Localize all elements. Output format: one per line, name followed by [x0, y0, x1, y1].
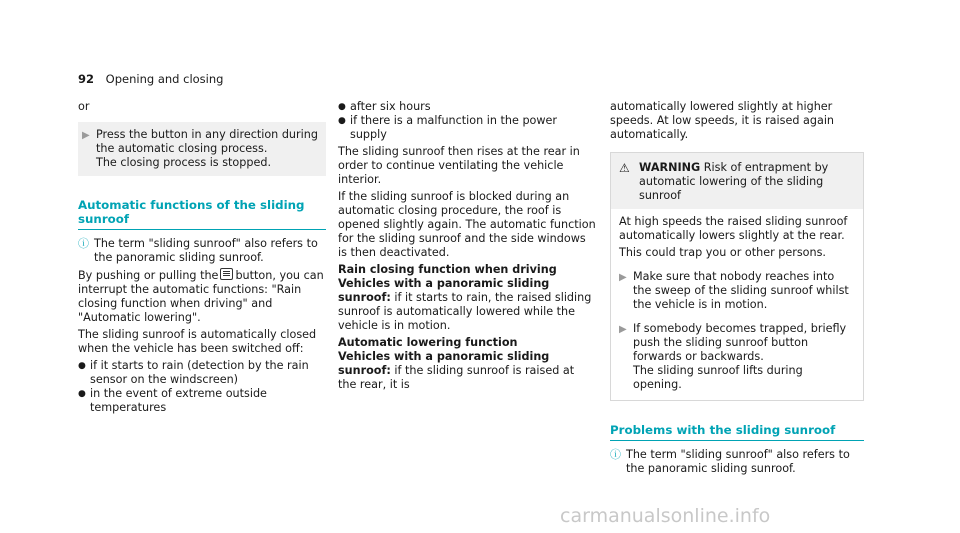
paragraph: Vehicles with a panoramic sliding sunroof: if the sliding sunroof is raised at the rear, it is: [338, 350, 575, 391]
paragraph: automatically lowered slightly at higher speeds. At low speeds, it is raised again automatically.: [610, 100, 835, 141]
list-item: ● if there is a malfunction in the power supply: [338, 114, 558, 141]
list-item: ● in the event of extreme outside temperatures: [78, 387, 267, 414]
step-result: The closing process is stopped.: [96, 156, 271, 169]
info-icon: ⓘ: [610, 448, 621, 461]
paragraph: By pushing or pulling the button, you can interrupt the automatic functions: "Rain closing function when driving" and "Automatic lowering".: [78, 269, 324, 324]
warning-box: [610, 152, 864, 401]
step-item: ▶ Make sure that nobody reaches into the sweep of the sliding sunroof whilst the vehicle is in motion.: [619, 270, 849, 311]
sunroof-button-icon: [220, 268, 233, 280]
paragraph: At high speeds the raised sliding sunroof automatically lowers slightly at the rear.: [619, 215, 848, 242]
paragraph: The sliding sunroof is automatically closed when the vehicle has been switched off:: [78, 328, 317, 355]
left-column: [78, 100, 326, 415]
warning-label: WARNING: [639, 161, 701, 174]
step-box: [78, 122, 326, 176]
arrow-icon: ▶: [82, 130, 90, 141]
bullet-icon: ●: [338, 116, 346, 126]
warning-title: Risk of entrapment by automatic lowering of the sliding sunroof: [639, 161, 829, 202]
paragraph: Vehicles with a panoramic sliding sunroof: if it starts to rain, the raised sliding sunroof is automatically lowered while the vehicle is in motion.: [338, 277, 592, 332]
right-column: [610, 100, 864, 476]
bullet-icon: ●: [338, 102, 346, 112]
note-text: The term "sliding sunroof" also refers to the panoramic sliding sunroof.: [626, 448, 850, 475]
warning-triangle-icon: ⚠: [619, 161, 630, 175]
step-text: Press the button in any direction during the automatic closing process.: [96, 128, 318, 155]
page-number: 92: [78, 72, 95, 86]
note: [610, 448, 864, 476]
arrow-icon: ▶: [619, 272, 627, 283]
warning-body: [611, 209, 863, 400]
section-title: Automatic functions of the sliding sunroof: [78, 198, 326, 230]
step-item: [82, 128, 320, 170]
paragraph: If the sliding sunroof is blocked during an automatic closing procedure, the roof is opened slightly again. The automatic function for the sliding sunroof and the side windows is then deactivated.: [338, 190, 596, 259]
subheading: Rain closing function when driving: [338, 263, 557, 276]
info-icon: ⓘ: [78, 237, 89, 250]
or-text: or: [78, 100, 90, 113]
arrow-icon: ▶: [619, 324, 627, 335]
paragraph: This could trap you or other persons.: [619, 246, 826, 259]
bullet-icon: ●: [78, 361, 86, 371]
paragraph: The sliding sunroof then rises at the rear in order to continue ventilating the vehicle interior.: [338, 145, 580, 186]
warning-header: [611, 153, 863, 209]
middle-column: [338, 100, 596, 395]
list-item: ● if it starts to rain (detection by the rain sensor on the windscreen): [78, 359, 309, 386]
section-name: Opening and closing: [105, 72, 224, 86]
list-item: ● after six hours: [338, 100, 431, 113]
section-title: Problems with the sliding sunroof: [610, 423, 864, 441]
note: [78, 237, 326, 265]
page-header: [78, 72, 223, 86]
watermark: carmanualsonline.info: [560, 505, 771, 527]
note-text: The term "sliding sunroof" also refers to the panoramic sliding sunroof.: [94, 237, 318, 264]
bullet-icon: ●: [78, 389, 86, 399]
subheading: Automatic lowering function: [338, 336, 518, 349]
step-item: ▶ If somebody becomes trapped, briefly push the sliding sunroof button forwards or backwards. The sliding sunroof lifts during opening.: [619, 322, 847, 391]
